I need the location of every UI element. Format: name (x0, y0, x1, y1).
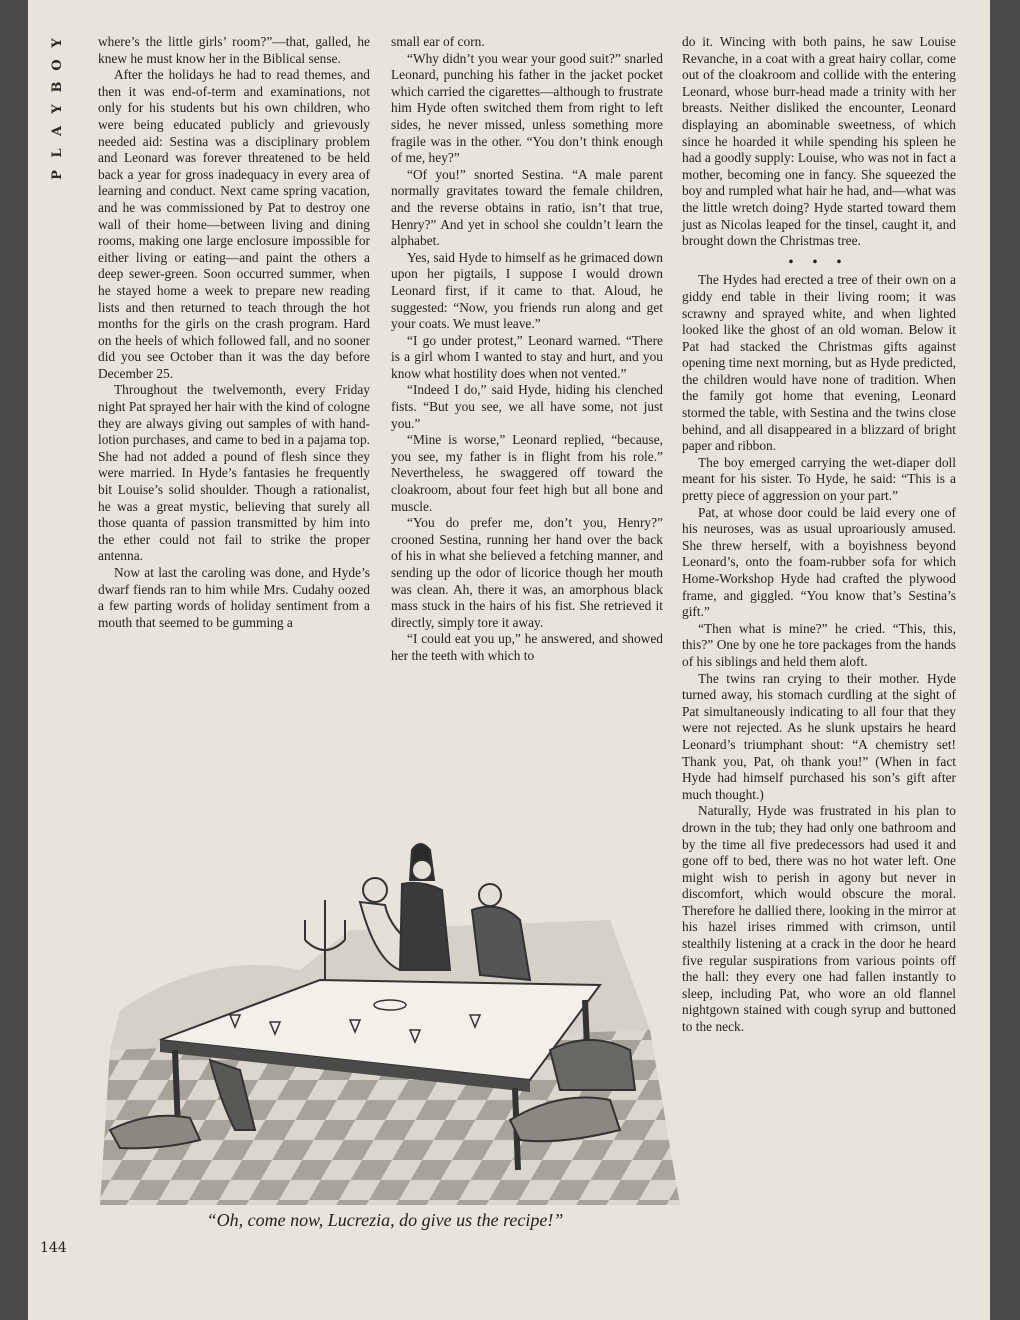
page-number: 144 (40, 1240, 67, 1256)
paragraph: do it. Wincing with both pains, he saw Louise Revanche, in a coat with a great hairy collar, come out of the cloakroom and collide with the entering Leonard, whose burr-head made a trinity with her breasts. Neither disliked the encounter, Leonard displaying an abominable sweetness, of which since he hoarded it while spending his spleen he had a goodly supply: Louise, who was not in fact a mother, becoming one in fancy. She squeezed the boy and rumpled what hair he had, and—what was the little wretch doing? Hyde started toward them just as Nicolas leaped for the tinsel, caught it, and brought down the Christmas tree. (682, 34, 956, 249)
paragraph: After the holidays he had to read themes, and then it was end-of-term and examinations, not only for his students but his own children, who were being educated publicly and grievously needed aid: Sestina was a disciplinary problem and Leonard was forever threatened to be held back a year for gross inadequacy in every area of learning and conduct. Next came spring vacation, and he was commissioned by Pat to destroy one wall of their home—between living and dining rooms, making one large enclosure impossible for either living or eating—and paint the others a deep sewer-green. Soon occurred summer, when he stayed home a week to prepare new reading lists and then returned to teach through the hot months for the girls on the crash program. Hard on the heels of which followed fall, and no sooner did you see October than it was the day before December 25. (98, 67, 370, 381)
dinner-guests (360, 844, 530, 980)
text-column-1 (98, 34, 370, 631)
paragraph: “Why didn’t you wear your good suit?” snarled Leonard, punching his father in the jacket pocket which carried the cigarettes—although to frustrate him Hyde often switched them from right to left sides, he never missed, unless something more fragile was in the other. “You don’t think enough of me, hey?” (391, 50, 663, 166)
text-column-2 (391, 34, 663, 665)
paragraph: “Indeed I do,” said Hyde, hiding his clenched fists. “But you see, we all have some, not just you.” (391, 382, 663, 431)
paragraph: Naturally, Hyde was frustrated in his plan to drown in the tub; they had only one bathroom and by the time all five predecessors had used it and gone off to bed, there was no hot water left. One might wish to perish in agony but never in discomfort, which would obscure the moral. Therefore he dallied there, looking in the mirror at his hazel irises rimmed with crimson, until stealthily listening at a crack in the door he heard five regular suspirations from various points off the hall: they every one had fallen instantly to sleep, including Pat, who wore an old flannel nightgown stained with cough syrup and buttoned to the neck. (682, 803, 956, 1035)
text-column-3 (682, 34, 956, 1036)
running-head-letter: B (50, 81, 65, 93)
running-head-letter: L (50, 148, 65, 158)
paragraph: where’s the little girls’ room?”—that, galled, he knew he must know her in the Biblical sense. (98, 34, 370, 66)
magazine-running-head (50, 32, 66, 186)
paragraph: Now at last the caroling was done, and Hyde’s dwarf fiends ran to him while Mrs. Cudahy oozed a few parting words of holiday sentiment from a mouth that seemed to be gumming a (98, 565, 370, 630)
illustration-caption: “Oh, come now, Lucrezia, do give us the recipe!” (206, 1210, 564, 1230)
running-head-letter: Y (50, 104, 65, 114)
running-head-letter: A (50, 125, 65, 137)
paragraph: “I could eat you up,” he answered, and showed her the teeth with which to (391, 631, 663, 663)
running-head-letter: O (50, 59, 65, 71)
cartoon-illustration (90, 800, 680, 1205)
paragraph: The boy emerged carrying the wet-diaper doll meant for his sister. To Hyde, he said: “This is a pretty piece of aggression on your part.” (682, 454, 956, 504)
paragraph: Throughout the twelvemonth, every Friday night Pat sprayed her hair with the kind of cologne they are always giving out samples of with hand-lotion purchases, and came to bed in a pajama top. She had not added a pound of flesh since they were married. In Hyde’s fantasies he frequently bit Louise’s solid shoulder. Though a rationalist, he was a great mystic, believing that surely all those quanta of passion transmitted by him into the ether could not fail to strike the proper antenna. (98, 382, 370, 564)
paragraph: The Hydes had erected a tree of their own on a giddy end table in their living room; it was scrawny and sprayed white, and when lighted looked like the ghost of an old woman. Below it Pat had stacked the Christmas gifts against opening time next morning, but as Hyde predicted, the children would have none of tradition. When the family got home that evening, Leonard stormed the table, with Sestina and the twins close behind, and all disappeared in a blizzard of bright paper and ribbon. (682, 272, 956, 454)
paragraph: small ear of corn. (391, 34, 485, 49)
paragraph: The twins ran crying to their mother. Hyde turned away, his stomach curdling at the sight of Pat simultaneously indicating to all four that they were not rejected. As he slunk upstairs he heard Leonard’s triumphant shout: “A chemistry set! Thank you, Pat, oh thank you!” (When in fact Hyde had himself purchased his son’s gift after much thought.) (682, 670, 956, 802)
running-head-letter: Y (50, 38, 65, 48)
paragraph: “Of you!” snorted Sestina. “A male parent normally gravitates toward the female children, and the reverse obtains in ratio, isn’t that true, Henry?” And yet in school she couldn’t learn the alphabet. (391, 166, 663, 249)
paragraph: “I go under protest,” Leonard warned. “There is a girl whom I wanted to stay and hurt, and you know what hostility does when not vented.” (391, 332, 663, 381)
paragraph: “You do prefer me, don’t you, Henry?” crooned Sestina, running her hand over the back of his in what she believed a fetching manner, and sending up the odor of licorice though her mouth was clean. Ah, there it was, an amorphous black mass stuck in the hairs of his fist. She retrieved it directly, simply tore it away. (391, 515, 663, 630)
magazine-page (28, 0, 990, 1320)
running-head-letter: P (50, 170, 65, 180)
paragraph: Yes, said Hyde to himself as he grimaced down upon her pigtails, I suppose I would drown Leonard first, if it came to that. Aloud, he suggested: “Now, you friends run along and get your coats. We must leave.” (391, 249, 663, 332)
section-separator: • • • (788, 253, 850, 269)
paragraph: “Mine is worse,” Leonard replied, “because, you see, my father is in flight from his role.” Nevertheless, he swaggered off toward the cloakroom, about four feet high but all bone and muscle. (391, 432, 663, 514)
paragraph: Pat, at whose door could be laid every one of his neuroses, was as usual uproariously amused. She threw herself, with a boyishness beyond Leonard’s, onto the foam-rubber sofa for which Home-Workshop Hyde had crafted the plywood frame, and giggled. “You know that’s Sestina’s gift.” (682, 504, 956, 620)
paragraph: “Then what is mine?” he cried. “This, this, this?” One by one he tore packages from the hands of his siblings and held them aloft. (682, 620, 956, 669)
